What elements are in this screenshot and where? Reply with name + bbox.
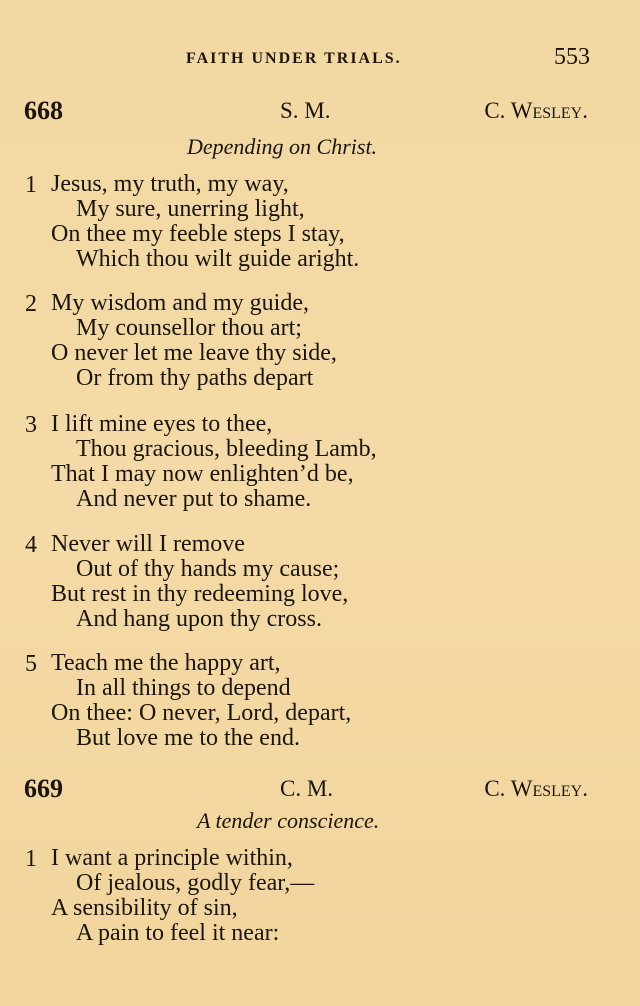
running-head — [0, 46, 640, 76]
page-number: 553 — [554, 44, 590, 70]
hymn-author: C. Wesley. — [484, 776, 588, 801]
verse-number: 3 — [25, 412, 37, 438]
verse-line: But rest in thy redeeming love, — [51, 581, 349, 607]
verse-line: Of jealous, godly fear,— — [76, 870, 315, 896]
hymn-author: C. Wesley. — [484, 98, 588, 123]
hymn-number: 669 — [24, 774, 63, 803]
hymn-header — [0, 96, 640, 126]
hymn-header — [0, 774, 640, 804]
verse-number: 1 — [25, 172, 37, 198]
verse-number: 1 — [25, 846, 37, 872]
verse-line: O never let me leave thy side, — [51, 340, 337, 366]
verse-line: Thou gracious, bleeding Lamb, — [76, 436, 377, 462]
verse-line: Which thou wilt guide aright. — [76, 246, 360, 272]
verse-line: My sure, unerring light, — [76, 196, 305, 222]
hymn-meter: C. M. — [280, 776, 334, 801]
verse-line: My wisdom and my guide, — [51, 290, 309, 316]
running-title: FAITH UNDER TRIALS. — [186, 50, 402, 67]
hymn-number: 668 — [24, 96, 63, 125]
verse-line: A sensibility of sin, — [51, 895, 238, 921]
verse-number: 5 — [25, 651, 37, 677]
verse-line: I lift mine eyes to thee, — [51, 411, 273, 437]
verse-line: Teach me the happy art, — [51, 650, 281, 676]
verse-number: 2 — [25, 291, 37, 317]
verse-line: And never put to shame. — [76, 486, 312, 512]
verse-line: I want a principle within, — [51, 845, 293, 871]
verse-line: That I may now enlighten’d be, — [51, 461, 354, 487]
verse-number: 4 — [25, 532, 37, 558]
verse-line: A pain to feel it near: — [76, 920, 280, 946]
verse-line: Never will I remove — [51, 531, 245, 557]
hymn-meter: S. M. — [280, 98, 331, 123]
verse-line: But love me to the end. — [76, 725, 300, 751]
verse-line: On thee my feeble steps I stay, — [51, 221, 345, 247]
hymn-subtitle: A tender conscience. — [197, 808, 380, 833]
verse-line: On thee: O never, Lord, depart, — [51, 700, 352, 726]
verse-line: Out of thy hands my cause; — [76, 556, 340, 582]
verse-line: In all things to depend — [76, 675, 291, 701]
verse-line: My counsellor thou art; — [76, 315, 302, 341]
verse-line: Jesus, my truth, my way, — [51, 171, 289, 197]
verse-line: And hang upon thy cross. — [76, 606, 322, 632]
verse-line: Or from thy paths depart — [76, 365, 314, 391]
hymn-subtitle: Depending on Christ. — [187, 134, 378, 159]
